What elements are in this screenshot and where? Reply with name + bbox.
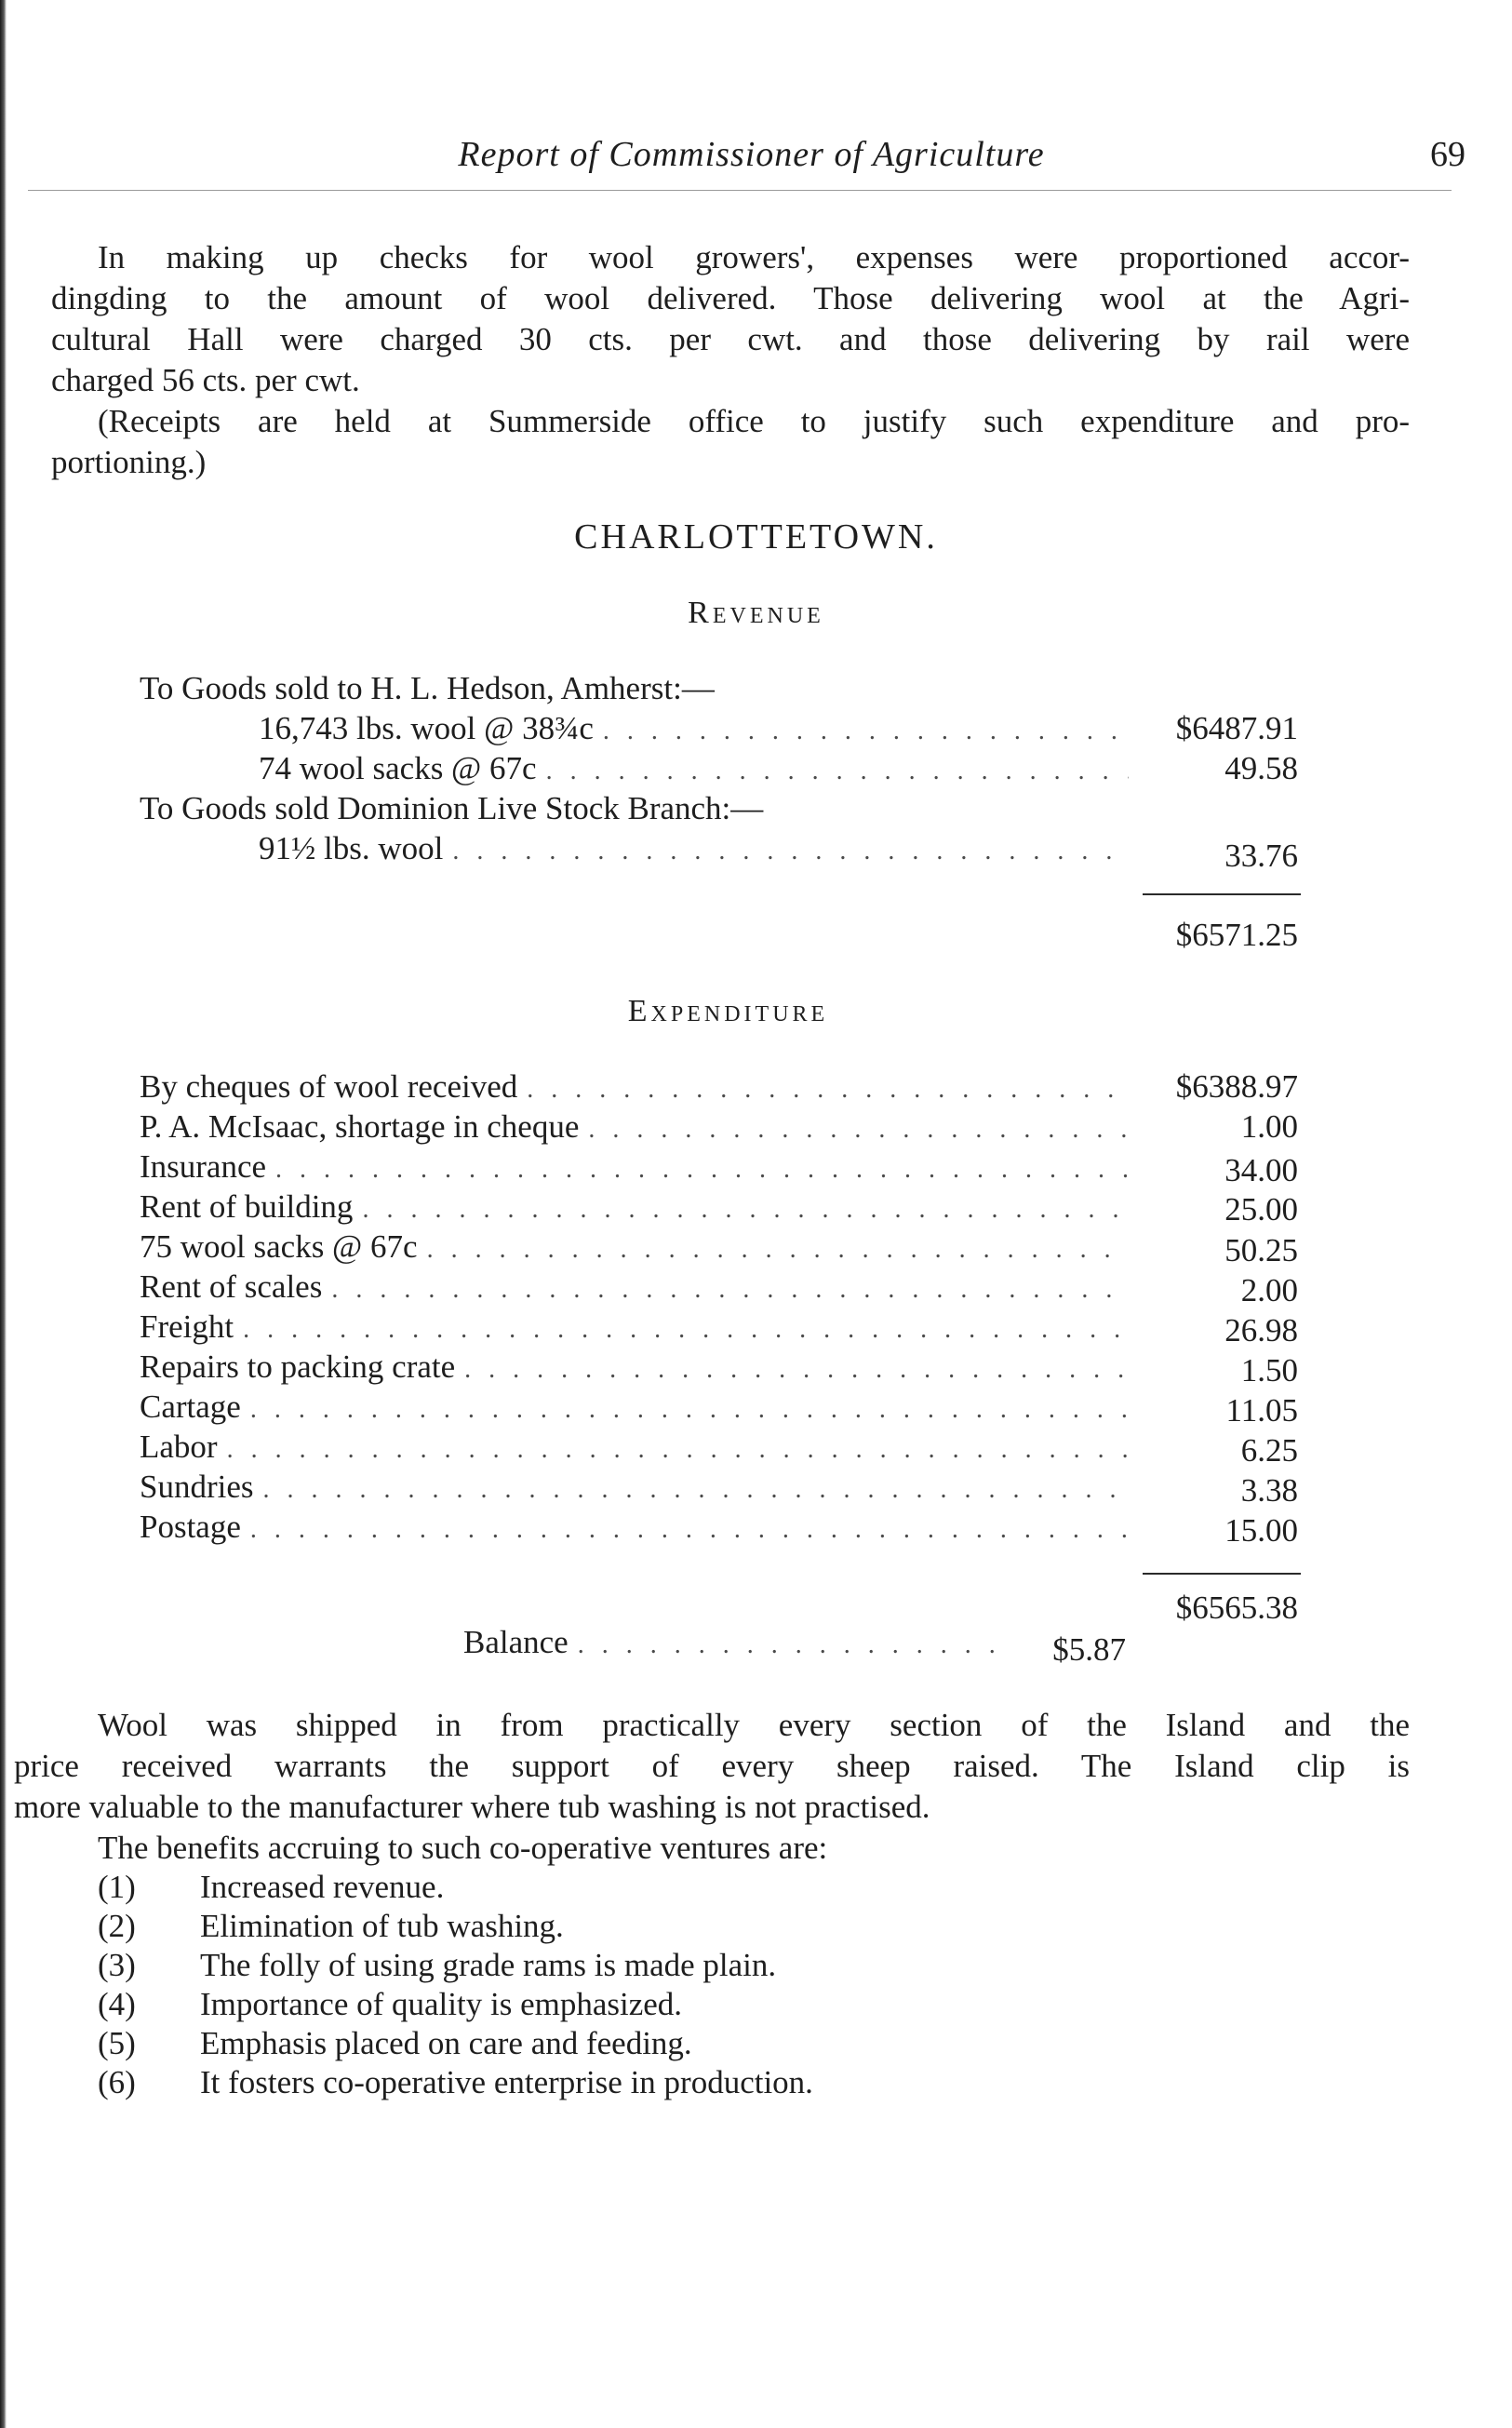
leader-dots	[362, 1195, 1129, 1225]
benefits-intro: The benefits accruing to such co-operative ventures are:	[98, 1830, 828, 1866]
expenditure-line: Freight . . .	[140, 1308, 1129, 1349]
receipts-note	[51, 401, 1410, 483]
leader-dots	[331, 1275, 1129, 1305]
revenue-total: $6571.25	[1175, 917, 1298, 953]
leader-dots	[250, 1515, 1129, 1545]
expenditure-amount: 50.25	[1224, 1232, 1298, 1268]
list-item	[98, 2023, 692, 2064]
revenue-amount-wool-dominion: 33.76	[1224, 838, 1298, 874]
running-header	[28, 130, 1475, 186]
list-number: (1)	[98, 1869, 136, 1905]
revenue-group-label: To Goods sold to H. L. Hedson, Amherst:—	[140, 670, 715, 706]
closing-paragraph	[14, 1705, 1410, 1828]
expenditure-amount: 1.00	[1240, 1108, 1298, 1145]
balance-line: Balance . . .	[463, 1624, 1003, 1665]
list-text: The folly of using grade rams is made plain.	[200, 1947, 777, 1983]
list-item	[98, 1984, 682, 2025]
intro-paragraph	[51, 237, 1410, 401]
header-rule	[28, 190, 1452, 191]
expenditure-amount: 15.00	[1224, 1512, 1298, 1549]
list-number: (3)	[98, 1947, 136, 1983]
expenditure-line: Rent of scales . . .	[140, 1268, 1129, 1309]
leader-dots	[527, 1075, 1129, 1105]
closing-line: price received warrants the support of every sheep raised. The Island clip is	[14, 1748, 1410, 1784]
list-number: (5)	[98, 2025, 136, 2061]
leader-dots	[578, 1630, 1003, 1660]
intro-line: dingding to the amount of wool delivered. Those delivering wool at the Agri-	[51, 280, 1410, 316]
expenditure-line: 75 wool sacks @ 67c . . .	[140, 1228, 1129, 1269]
list-number: (4)	[98, 1986, 136, 2022]
leader-dots	[546, 757, 1129, 786]
revenue-group-label: To Goods sold Dominion Live Stock Branch:—	[140, 790, 764, 826]
expenditure-line: Sundries . . .	[140, 1469, 1129, 1509]
list-text: Importance of quality is emphasized.	[200, 1986, 683, 2022]
revenue-total-rule	[1143, 893, 1301, 895]
closing-line: Wool was shipped in from practically every section of the Island and the	[98, 1707, 1410, 1743]
expenditure-amount: 34.00	[1224, 1152, 1298, 1188]
expenditure-total: $6565.38	[1175, 1590, 1298, 1626]
leader-dots	[464, 1355, 1129, 1385]
expenditure-line: P. A. McIsaac, shortage in cheque . . .	[140, 1108, 1129, 1149]
expenditure-amount: 25.00	[1224, 1191, 1298, 1227]
leader-dots	[588, 1115, 1129, 1145]
leader-dots	[427, 1235, 1129, 1265]
revenue-amount-sacks: 49.58	[1224, 750, 1298, 786]
list-item	[98, 1867, 444, 1908]
leader-dots	[275, 1155, 1129, 1185]
expenditure-total-rule	[1143, 1573, 1301, 1575]
balance-amount: $5.87	[1052, 1631, 1126, 1668]
section-title: CHARLOTTETOWN.	[574, 517, 938, 557]
expenditure-line: Cartage . . .	[140, 1388, 1129, 1429]
leader-dots	[263, 1475, 1130, 1505]
expenditure-amount: 3.38	[1240, 1472, 1298, 1509]
leader-dots	[227, 1435, 1129, 1465]
note-line: (Receipts are held at Summerside office to justify such expenditure and pro-	[98, 403, 1410, 439]
revenue-line-wool-dominion: 91½ lbs. wool . . .	[259, 830, 1129, 871]
expenditure-line: Labor . . .	[140, 1429, 1129, 1469]
revenue-amount-wool: $6487.91	[1175, 710, 1298, 746]
revenue-line-sacks: 74 wool sacks @ 67c . . .	[259, 750, 1129, 791]
leader-dots	[603, 717, 1129, 746]
header-title: Report of Commissioner of Agriculture	[458, 135, 1045, 174]
list-item	[98, 1906, 564, 1947]
list-number: (6)	[98, 2064, 136, 2100]
intro-line: cultural Hall were charged 30 cts. per cwt. and those delivering by rail were	[51, 321, 1410, 357]
expenditure-line: Postage . . .	[140, 1509, 1129, 1549]
leader-dots	[250, 1395, 1129, 1425]
revenue-line-wool: 16,743 lbs. wool @ 38¾c . . .	[259, 710, 1129, 751]
expenditure-line: By cheques of wool received . . .	[140, 1068, 1129, 1109]
expenditure-line: Repairs to packing crate . . .	[140, 1348, 1129, 1389]
expenditure-amount: $6388.97	[1175, 1068, 1298, 1105]
expenditure-line: Insurance . . .	[140, 1148, 1129, 1189]
revenue-heading: Revenue	[688, 596, 824, 630]
page-spine-shadow	[0, 0, 7, 2428]
list-item	[98, 2062, 813, 2103]
expenditure-amount: 26.98	[1224, 1312, 1298, 1348]
list-item	[98, 1945, 776, 1986]
note-line: portioning.)	[51, 444, 207, 480]
intro-line: In making up checks for wool growers', expenses were proportioned accor-	[98, 239, 1410, 275]
expenditure-amount: 11.05	[1225, 1392, 1298, 1429]
leader-dots	[243, 1315, 1129, 1345]
list-text: Emphasis placed on care and feeding.	[200, 2025, 692, 2061]
expenditure-amount: 1.50	[1240, 1352, 1298, 1388]
expenditure-amount: 2.00	[1240, 1272, 1298, 1308]
list-text: It fosters co-operative enterprise in production.	[200, 2064, 813, 2100]
expenditure-amount: 6.25	[1240, 1432, 1298, 1469]
expenditure-heading: Expenditure	[627, 994, 829, 1028]
closing-line: more valuable to the manufacturer where tub washing is not practised.	[14, 1789, 930, 1825]
list-text: Elimination of tub washing.	[200, 1908, 564, 1944]
expenditure-line: Rent of building . . .	[140, 1188, 1129, 1229]
intro-line: charged 56 cts. per cwt.	[51, 362, 360, 398]
leader-dots	[452, 837, 1129, 866]
page-number: 69	[1430, 135, 1465, 174]
list-text: Increased revenue.	[200, 1869, 445, 1905]
list-number: (2)	[98, 1908, 136, 1944]
